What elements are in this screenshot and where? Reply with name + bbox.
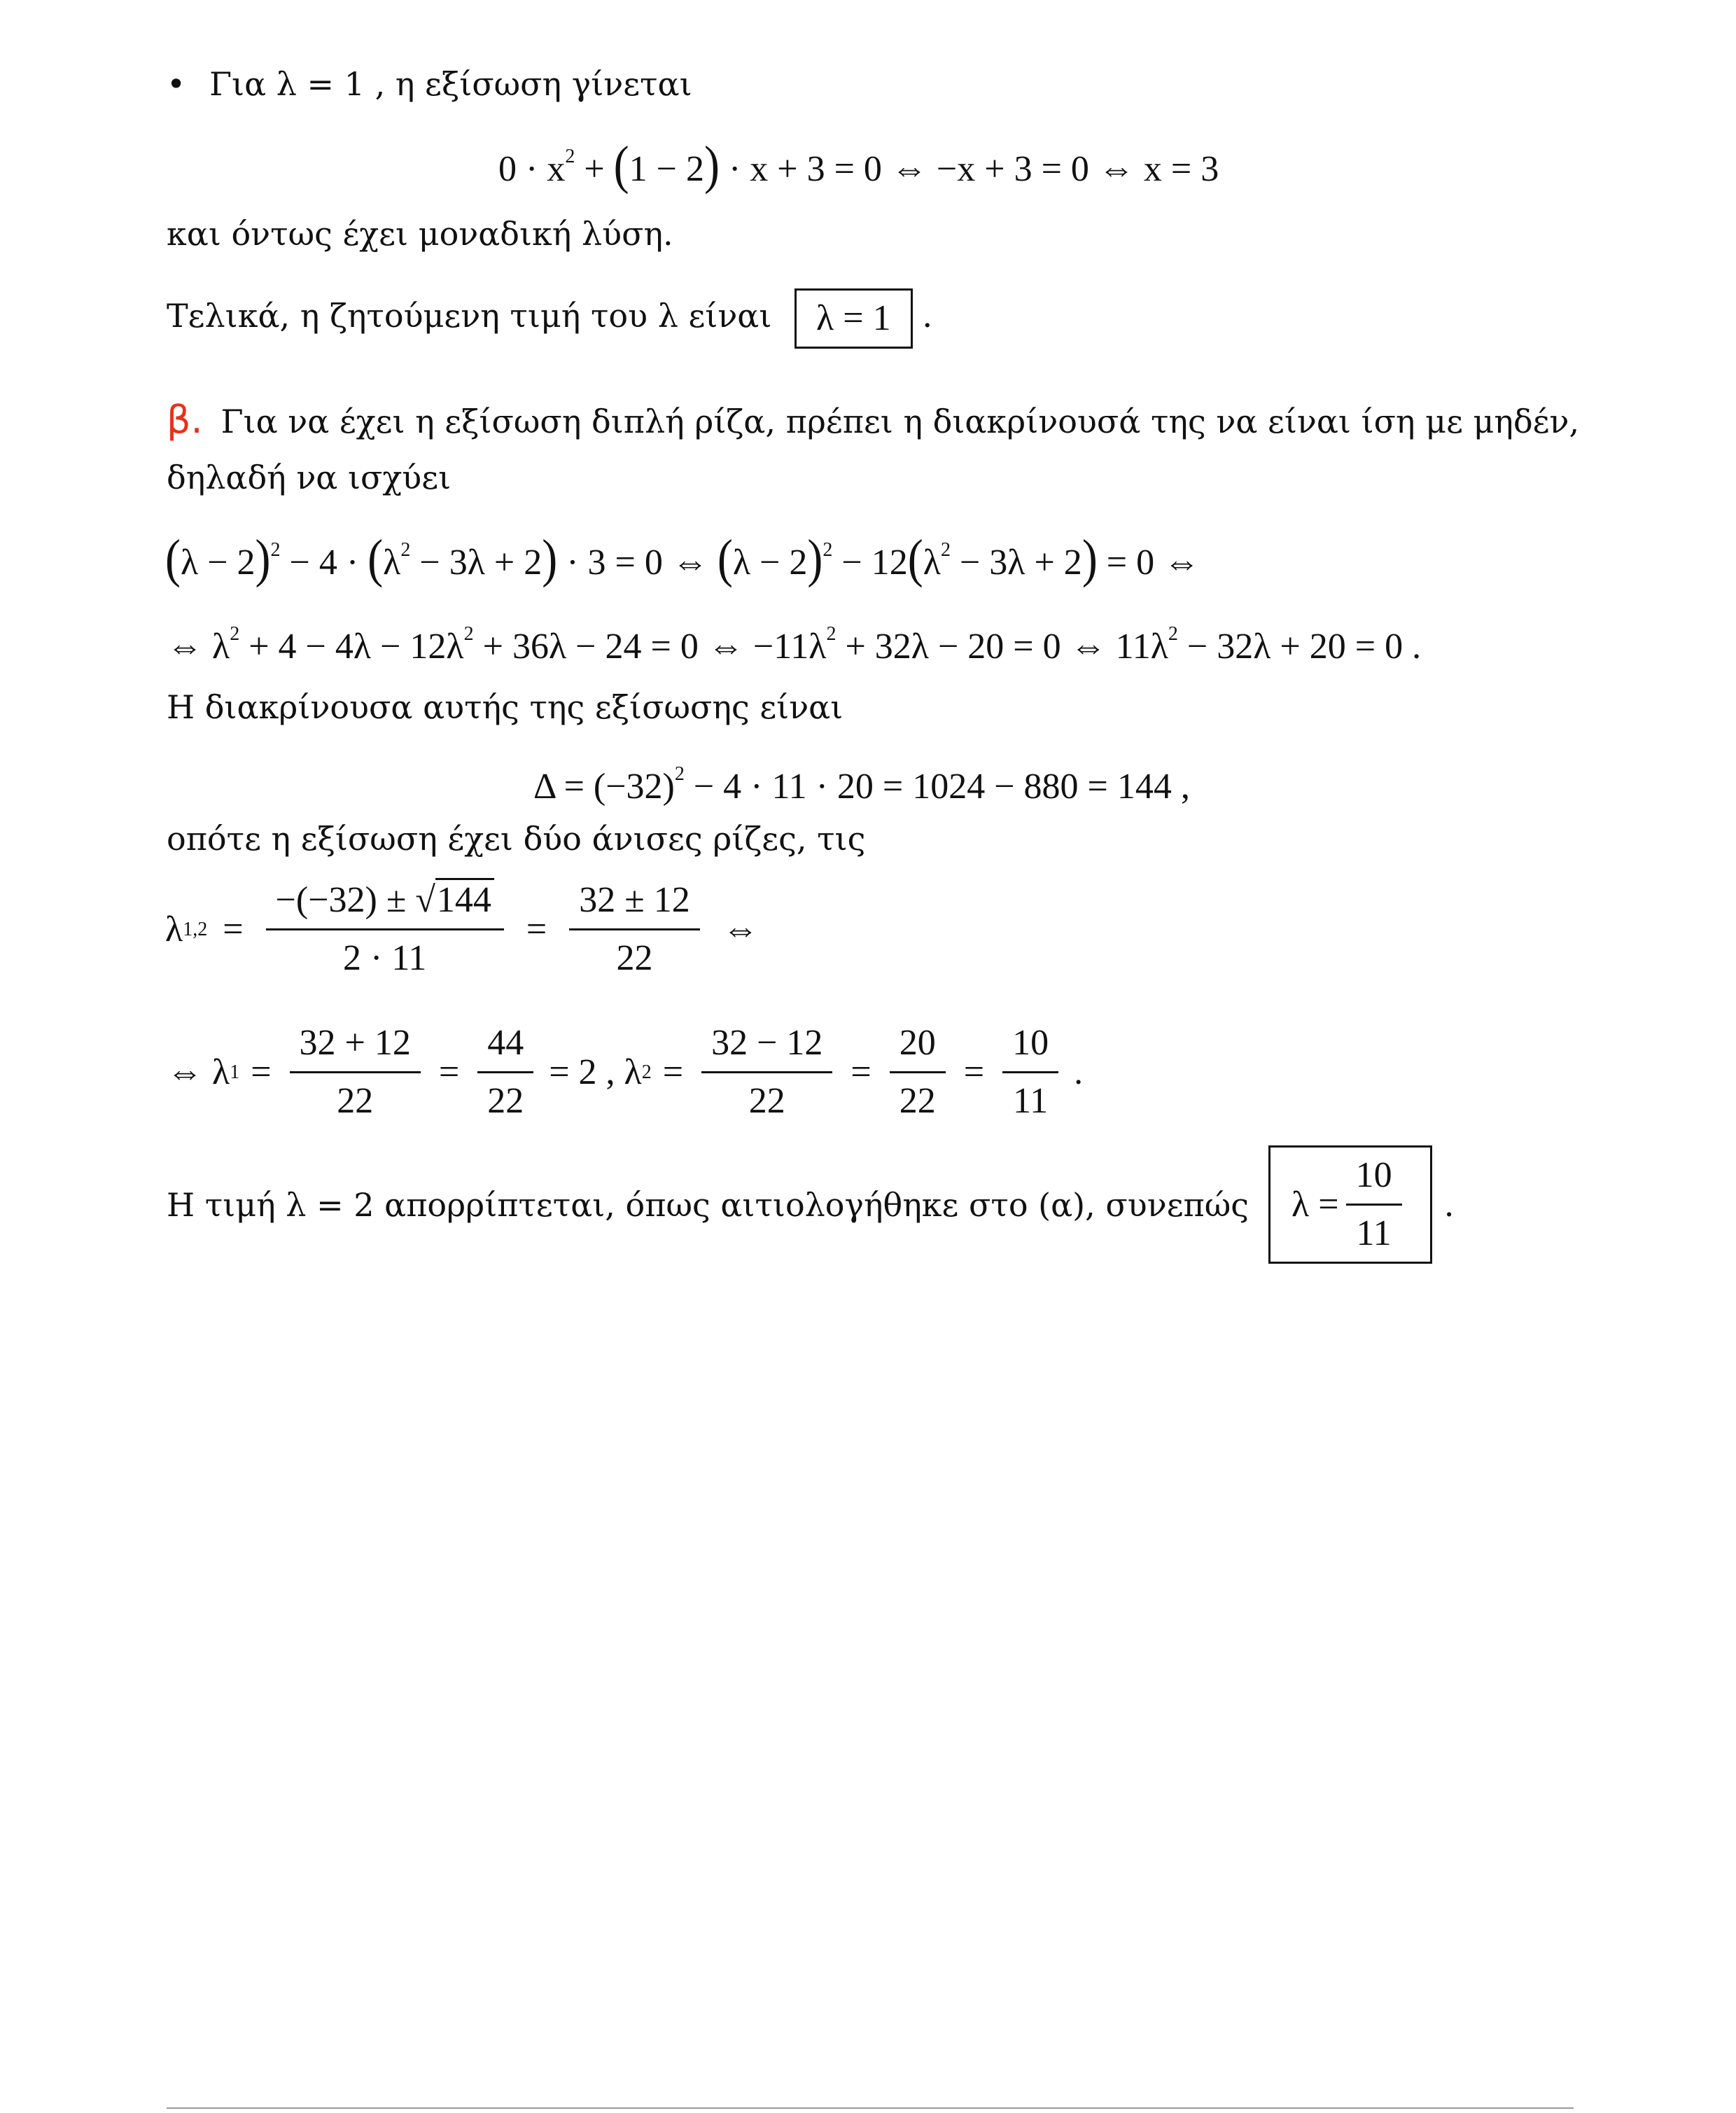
eq3-s1: ⇔ λ bbox=[167, 627, 230, 667]
part-b-line-2: δηλαδή να ισχύει bbox=[167, 459, 451, 496]
eq2-m1: − 4 · bbox=[280, 543, 368, 583]
fraction-numerator: 44 bbox=[477, 1021, 533, 1073]
part-b-line-1 bbox=[167, 399, 1579, 442]
eq3-s5: − 32λ + 20 = 0 . bbox=[1177, 627, 1422, 667]
unique-solution-line: και όντως έχει μοναδική λύση. bbox=[167, 215, 673, 253]
rd-mid: = 2 , λ bbox=[549, 1052, 642, 1092]
eq3-s3: + 36λ − 24 = 0 ⇔ −11λ bbox=[473, 627, 827, 667]
fraction-denominator: 22 bbox=[899, 1081, 936, 1121]
conclusion-line bbox=[167, 1145, 1454, 1264]
paren-close: ) bbox=[704, 136, 720, 195]
fraction-denominator: 22 bbox=[487, 1081, 524, 1121]
fraction-numerator bbox=[266, 878, 504, 930]
equation-2 bbox=[165, 528, 1200, 589]
paren-open: ( bbox=[613, 136, 629, 195]
equals-sign: = bbox=[438, 1052, 460, 1092]
eq2-p4b: − 3λ + 2 bbox=[950, 543, 1082, 583]
final-a-text: Τελικά, η ζητούμενη τιμή του λ είναι bbox=[167, 297, 772, 335]
fraction-b bbox=[477, 1021, 533, 1124]
paren-close: ) bbox=[542, 529, 558, 589]
eq2-p3: λ − 2 bbox=[732, 543, 808, 583]
rd-sub-1: 1 bbox=[230, 1061, 240, 1083]
eq1-exponent: 2 bbox=[565, 146, 575, 167]
equals-sign: = bbox=[223, 909, 244, 949]
eq3-e1: 2 bbox=[230, 623, 240, 645]
eq2-p4a: λ bbox=[923, 543, 941, 583]
paren-close: ) bbox=[1082, 529, 1098, 589]
bullet-text: Για λ = 1 , η εξίσωση γίνεται bbox=[209, 65, 692, 103]
answer-box-a bbox=[794, 288, 913, 349]
eq1-part-c: 1 − 2 bbox=[629, 149, 704, 189]
paren-close: ) bbox=[807, 529, 823, 589]
answer-box-b bbox=[1268, 1145, 1432, 1264]
equals-sign: = bbox=[850, 1052, 872, 1092]
fraction-c bbox=[701, 1021, 832, 1124]
fraction-numerator: 32 + 12 bbox=[290, 1021, 421, 1073]
equivalence-sign: ⇔ bbox=[722, 909, 759, 949]
equals-sign: = bbox=[963, 1052, 985, 1092]
disc-b: − 4 · 11 · 20 = 1024 − 880 = 144 , bbox=[684, 767, 1190, 807]
eq2-e1: 2 bbox=[270, 539, 281, 561]
sqrt-radicand: 144 bbox=[435, 878, 494, 920]
roots-lhs: λ bbox=[165, 909, 183, 949]
fraction-numerator: 10 bbox=[1002, 1021, 1058, 1073]
fraction-numerator: 20 bbox=[890, 1021, 946, 1073]
footer-rule bbox=[167, 2107, 1574, 2109]
equation-1 bbox=[498, 134, 1219, 195]
discriminant-equation bbox=[533, 752, 1190, 809]
fraction-a bbox=[290, 1021, 421, 1124]
roots-formula bbox=[165, 878, 759, 981]
eq2-p2a: λ bbox=[383, 543, 401, 583]
final-answer-a bbox=[167, 288, 932, 349]
rd-sub-2: 2 bbox=[641, 1061, 652, 1083]
answer-a-value: λ = 1 bbox=[816, 298, 891, 338]
box-fraction bbox=[1346, 1153, 1402, 1256]
fraction-numerator: 32 − 12 bbox=[701, 1021, 832, 1073]
paren-open: ( bbox=[368, 529, 384, 589]
disc-a: Δ = (−32) bbox=[533, 767, 675, 807]
eq3-e2: 2 bbox=[463, 623, 474, 645]
equals-sign: = bbox=[526, 909, 547, 949]
bullet-marker: • bbox=[167, 65, 186, 103]
fraction-denominator: 2 · 11 bbox=[343, 938, 427, 978]
fraction-denominator: 22 bbox=[616, 938, 653, 978]
eq3-s2: + 4 − 4λ − 12λ bbox=[239, 627, 464, 667]
conclusion-period: . bbox=[1444, 1184, 1454, 1225]
paren-open: ( bbox=[165, 529, 181, 589]
fraction-numerator: 10 bbox=[1346, 1153, 1402, 1206]
eq2-m4: = 0 ⇔ bbox=[1097, 543, 1200, 583]
fraction-simplified bbox=[569, 878, 700, 981]
eq2-e2: 2 bbox=[400, 539, 411, 561]
sqrt-symbol: √ bbox=[415, 880, 435, 920]
fraction-numerator: 32 ± 12 bbox=[569, 878, 700, 930]
eq2-m2: · 3 = 0 ⇔ bbox=[557, 543, 718, 583]
part-b-label: β. bbox=[167, 398, 203, 442]
fraction-denominator: 22 bbox=[748, 1081, 785, 1121]
conclusion-text: Η τιμή λ = 2 απορρίπτεται, όπως αιτιολογήθηκε στο (α), συνεπώς bbox=[167, 1185, 1250, 1224]
fraction-denominator: 11 bbox=[1013, 1081, 1049, 1121]
eq2-e3: 2 bbox=[822, 539, 833, 561]
eq2-m3: − 12 bbox=[832, 543, 908, 583]
final-a-period: . bbox=[923, 295, 932, 335]
eq2-e4: 2 bbox=[940, 539, 951, 561]
equals-sign: = bbox=[662, 1052, 684, 1092]
paren-open: ( bbox=[717, 529, 733, 589]
equals-sign: = bbox=[251, 1052, 272, 1092]
eq2-p1: λ − 2 bbox=[180, 543, 255, 583]
rd-period: . bbox=[1074, 1052, 1084, 1092]
paren-open: ( bbox=[907, 529, 923, 589]
discriminant-intro: Η διακρίνουσα αυτής της εξίσωσης είναι bbox=[167, 688, 844, 726]
eq1-part-b: + bbox=[575, 149, 614, 189]
part-b-text-1: Για να έχει η εξίσωση διπλή ρίζα, πρέπει η διακρίνουσά της να είναι ίση με μηδέν, bbox=[220, 403, 1580, 440]
fraction-e bbox=[1002, 1021, 1058, 1124]
box-lhs: λ = bbox=[1292, 1184, 1339, 1225]
eq3-e3: 2 bbox=[826, 623, 836, 645]
roots-detail bbox=[167, 1021, 1083, 1124]
eq1-part-a: 0 · x bbox=[498, 149, 566, 189]
bullet-line bbox=[167, 63, 692, 105]
roots-lhs-sub: 1,2 bbox=[183, 918, 208, 940]
roots-intro: οπότε η εξίσωση έχει δύο άνισες ρίζες, τις bbox=[167, 820, 866, 858]
fraction-d bbox=[890, 1021, 946, 1124]
paren-close: ) bbox=[255, 529, 271, 589]
eq1-part-d: · x + 3 = 0 ⇔ −x + 3 = 0 ⇔ x = 3 bbox=[719, 149, 1219, 189]
fraction-quadratic bbox=[266, 878, 504, 981]
eq2-p2b: − 3λ + 2 bbox=[410, 543, 542, 583]
eq3-s4: + 32λ − 20 = 0 ⇔ 11λ bbox=[836, 627, 1168, 667]
eq3-e4: 2 bbox=[1168, 623, 1178, 645]
disc-exponent: 2 bbox=[674, 763, 685, 785]
fraction-denominator: 22 bbox=[337, 1081, 374, 1121]
equation-3 bbox=[167, 612, 1421, 669]
rd-start: ⇔ λ bbox=[167, 1052, 230, 1092]
fraction-denominator: 11 bbox=[1356, 1213, 1392, 1253]
f1-num-a: −(−32) ± bbox=[275, 880, 416, 920]
